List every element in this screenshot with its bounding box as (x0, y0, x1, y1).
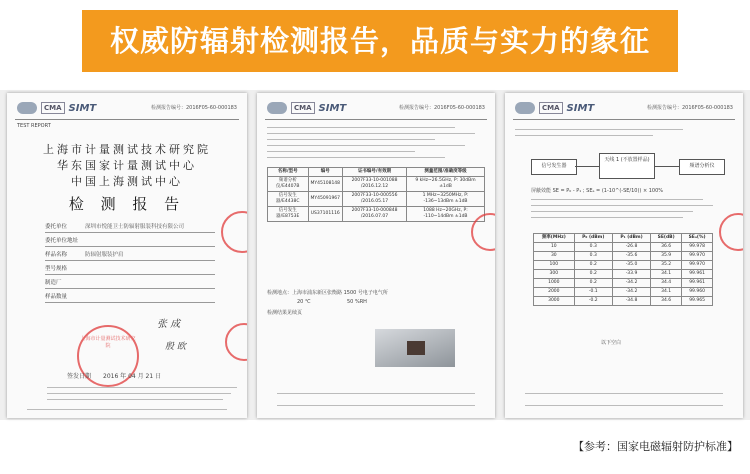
diagram-antenna: 天线 1 (不放置样品) (599, 153, 655, 179)
table-row: 3000 -0.2 -34.8 34.6 99.965 (534, 297, 713, 306)
test-location: 检测地点：上海市浦东新区张衡路 1500 号电子电气所 (267, 290, 388, 296)
report-cover-page (7, 93, 247, 418)
text-line (525, 405, 723, 406)
institute-2: 华东国家计量测试中心 (57, 159, 197, 172)
divider (265, 119, 487, 120)
institute-logo-icon (267, 102, 287, 114)
institute-3: 中国上海测试中心 (71, 175, 183, 188)
table-row: 2000 -0.1 -34.2 34.1 99.960 (534, 288, 713, 297)
doc-number: 检测报告编号：2016F05-60-000183 (646, 105, 733, 111)
red-seal-icon (471, 213, 495, 251)
env-temperature: 20 ℃ (297, 299, 311, 305)
institute-1: 上海市计量测试技术研究院 (43, 143, 211, 156)
results-table (533, 233, 713, 306)
institute-logo-icon (17, 102, 37, 114)
report-equipment-page (257, 93, 495, 418)
signature: 殷 欧 (165, 342, 186, 352)
diagram-spectrum-analyzer: 频谱分析仪 (679, 159, 725, 175)
cma-logo-icon: CMA (291, 102, 315, 114)
issue-date-label: 签发日期 (67, 373, 92, 380)
table-row: 频谱分析仪/E4407B MY45108148 2007F33-10-001088 /2016.12.12 9 kHz~26.5GHz, P: 30dBm ±1dB (268, 177, 485, 192)
formula: 屏蔽效能 SE = P₀ - P₁ ; SEₐ = (1-10^(-SE/10)) × 100% (531, 188, 664, 194)
table-row: 1000 0.2 -34.2 34.4 99.961 (534, 279, 713, 288)
field-row: 型号规格 (45, 263, 215, 275)
signature: 张 成 (157, 319, 181, 330)
field-row: 委托单位 深圳市悦能卫士防辐射服装科技有限公司 (45, 221, 215, 233)
text-line (267, 145, 465, 146)
doc-number: 检测报告编号：2016F05-60-000183 (150, 105, 237, 111)
text-line (47, 399, 223, 400)
report-results-page (505, 93, 743, 418)
field-row: 委托单位地址 (45, 235, 215, 247)
text-line (267, 151, 415, 152)
cma-logo-icon: CMA (539, 102, 563, 114)
divider (15, 119, 239, 120)
simt-logo: SIMT (68, 102, 97, 114)
header-logos (515, 101, 594, 115)
text-line (267, 133, 475, 134)
reference-note: 【参考：国家电磁辐射防护标准】 (573, 440, 738, 453)
text-line (267, 127, 455, 128)
cma-logo-icon: CMA (41, 102, 65, 114)
official-seal: 上海市计量测试技术研究院 (77, 325, 139, 387)
end-of-table-note: 以下空白 (601, 340, 622, 346)
field-row: 样品名称 防辐射服装护肩 (45, 249, 215, 261)
sample-photo (375, 329, 455, 367)
text-line (27, 409, 227, 410)
text-line (525, 393, 723, 394)
table-row: 信号发生器/E8753E US37101116 2007F33-10-000848 /2016.07.07 1088 Hz~20GHz, P: -110~14dBm ±1dB (268, 207, 485, 222)
text-line (531, 217, 683, 218)
table-row: 10 0.3 -26.8 36.6 99.978 (534, 243, 713, 252)
arrow-icon (655, 166, 679, 167)
red-seal-icon (225, 323, 247, 361)
banner-title: 权威防辐射检测报告，品质与实力的象征 (109, 24, 650, 58)
header-logos (17, 101, 96, 115)
field-row: 样品数量 (45, 291, 215, 303)
text-line (47, 393, 231, 394)
doc-number: 检测报告编号：2016F05-60-000183 (398, 105, 485, 111)
field-row: 制造厂 (45, 277, 215, 289)
table-row: 30 0.3 -35.6 35.9 99.970 (534, 252, 713, 261)
simt-logo: SIMT (566, 102, 595, 114)
table-row: 300 0.2 -33.9 34.1 99.961 (534, 270, 713, 279)
report-title: 检 测 报 告 (68, 195, 186, 213)
table-row: 信号发生器/E4438C MY45091967 2007F33-10-000556 /2016.05.17 1 MHz~3250MHz, P: -136~13dBm ±1dB (268, 192, 485, 207)
equipment-table (267, 167, 485, 222)
text-line (515, 135, 653, 136)
simt-logo: SIMT (318, 102, 347, 114)
text-line (531, 211, 693, 212)
diagram-signal-generator: 信号发生器 (531, 159, 577, 175)
text-line (531, 199, 703, 200)
text-line (267, 139, 435, 140)
env-humidity: 50 %RH (347, 299, 367, 305)
header-logos (267, 101, 346, 115)
issue-date: 2016 年 04 月 21 日 (103, 373, 162, 380)
sample-image (407, 341, 425, 355)
institute-logo-icon (515, 102, 535, 114)
table-header-row: 名称/型号 编号 证书编号/有效期 测量范围/准确度等级 (268, 168, 485, 177)
result-note: 检测结果见续页 (267, 310, 303, 316)
text-line (277, 393, 475, 394)
report-label: TEST REPORT (17, 123, 51, 129)
red-seal-icon (221, 211, 247, 253)
text-line (267, 157, 445, 158)
text-line (47, 387, 237, 388)
text-line (515, 129, 683, 130)
text-line (277, 405, 475, 406)
table-row: 100 0.2 -35.0 35.2 99.970 (534, 261, 713, 270)
arrow-icon (575, 166, 599, 167)
divider (513, 119, 735, 120)
text-line (531, 205, 713, 206)
banner (82, 10, 678, 72)
table-header-row: 频率(MHz) P₀ (dBm) P₁ (dBm) SE(dB) SEₐ(%) (534, 234, 713, 243)
red-seal-icon (719, 213, 743, 251)
